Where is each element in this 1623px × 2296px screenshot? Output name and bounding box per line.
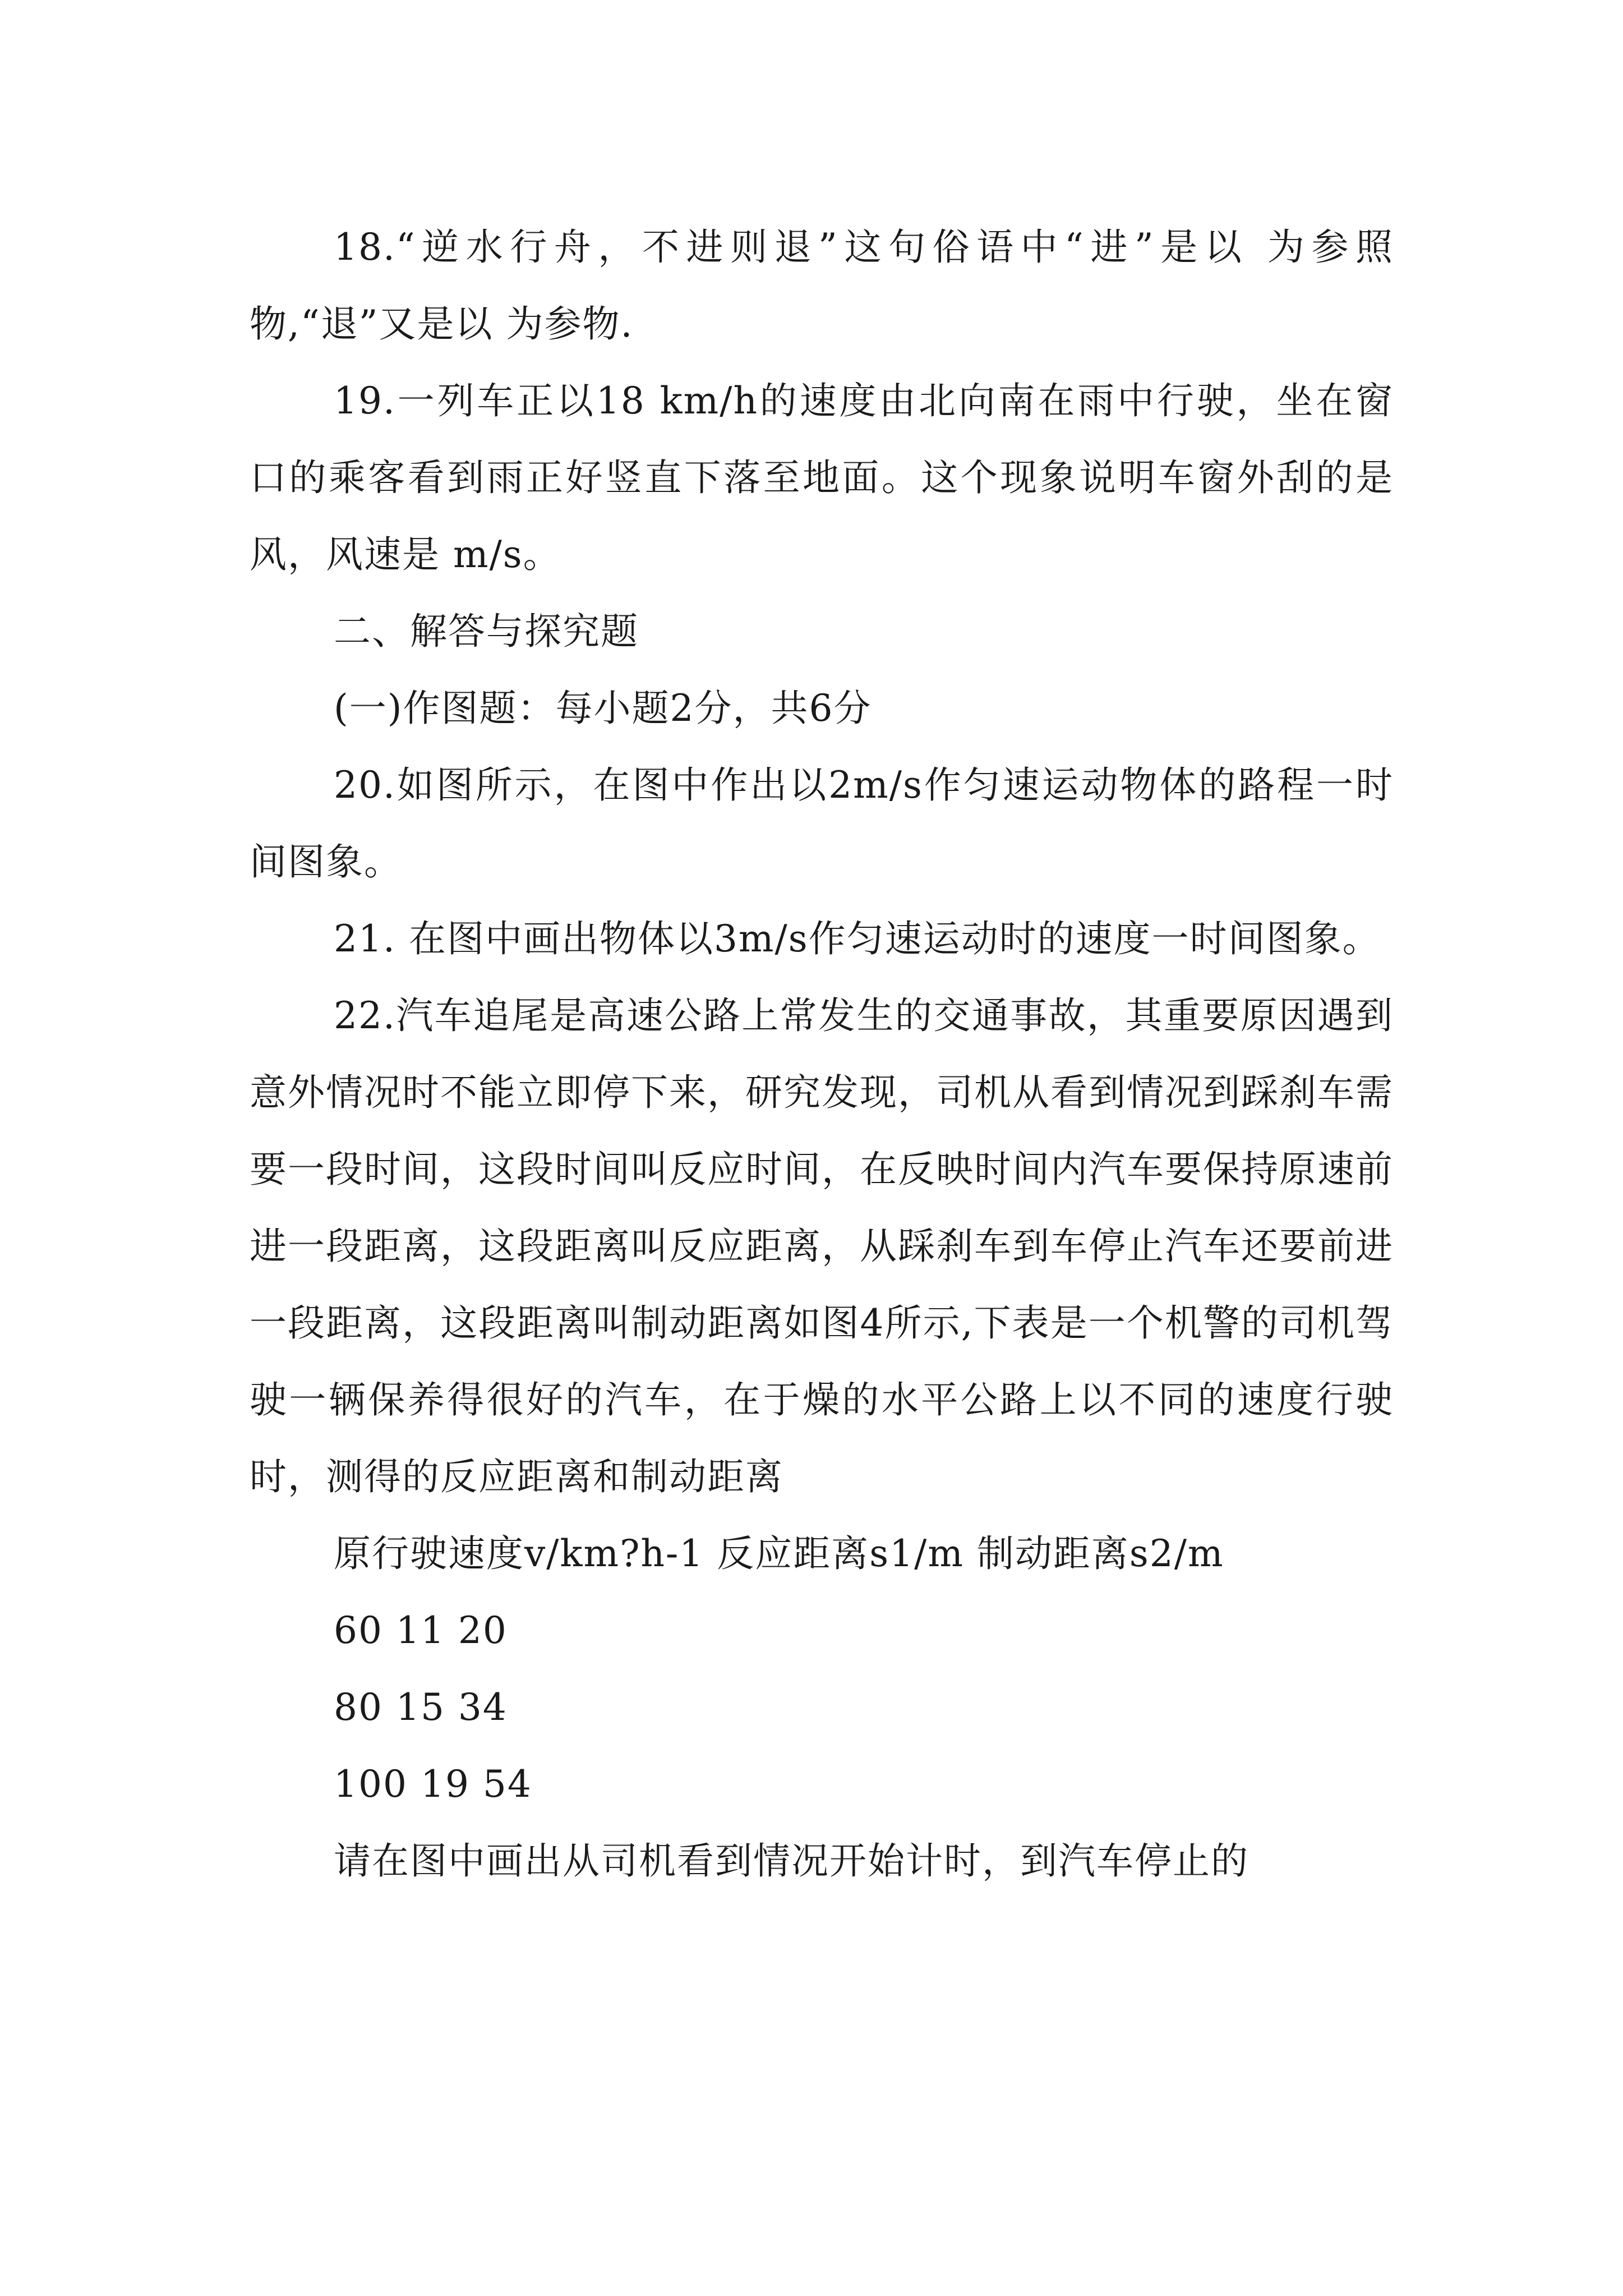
table-row: 100 19 54	[334, 1763, 532, 1806]
closing-text: 请在图中画出从司机看到情况开始计时，到汽车停止的	[334, 1839, 1249, 1883]
question-19: 19.一列车正以18 km/h的速度由北向南在雨中行驶，坐在窗口的乘客看到雨正好竖直下落至地面。这个现象说明车窗外刮的是 风，风速是 m/s。	[250, 379, 1394, 576]
question-22: 22.汽车追尾是高速公路上常发生的交通事故，其重要原因遇到意外情况时不能立即停下来，研究发现，司机从看到情况到踩刹车需要一段时间，这段时间叫反应时间，在反映时间内汽车要保持原速前进一段距离，这段距离叫反应距离，从踩刹车到车停止汽车还要前进一段距离，这段距离叫制动距离如图4所示,下表是一个机警的司机驾驶一辆保养得很好的汽车，在于燥的水平公路上以不同的速度行驶时，测得的反应距离和制动距离	[250, 994, 1394, 1498]
question-20: 20.如图所示，在图中作出以2m/s作匀速运动物体的路程一时间图象。	[250, 763, 1394, 884]
section-heading: 二、解答与探究题	[334, 610, 639, 653]
document-body	[250, 209, 1394, 1899]
question-21: 21. 在图中画出物体以3m/s作匀速运动时的速度一时间图象。	[334, 917, 1381, 960]
subsection-heading: (一)作图题：每小题2分，共6分	[334, 687, 872, 730]
question-18: 18.“逆水行舟，不进则退”这句俗语中“进”是以 为参照物,“退”又是以 为参物.	[250, 226, 1394, 346]
table-row: 80 15 34	[334, 1686, 508, 1729]
table-header: 原行驶速度v/km?h-1 反应距离s1/m 制动距离s2/m	[334, 1532, 1224, 1575]
table-row: 60 11 20	[334, 1609, 508, 1652]
